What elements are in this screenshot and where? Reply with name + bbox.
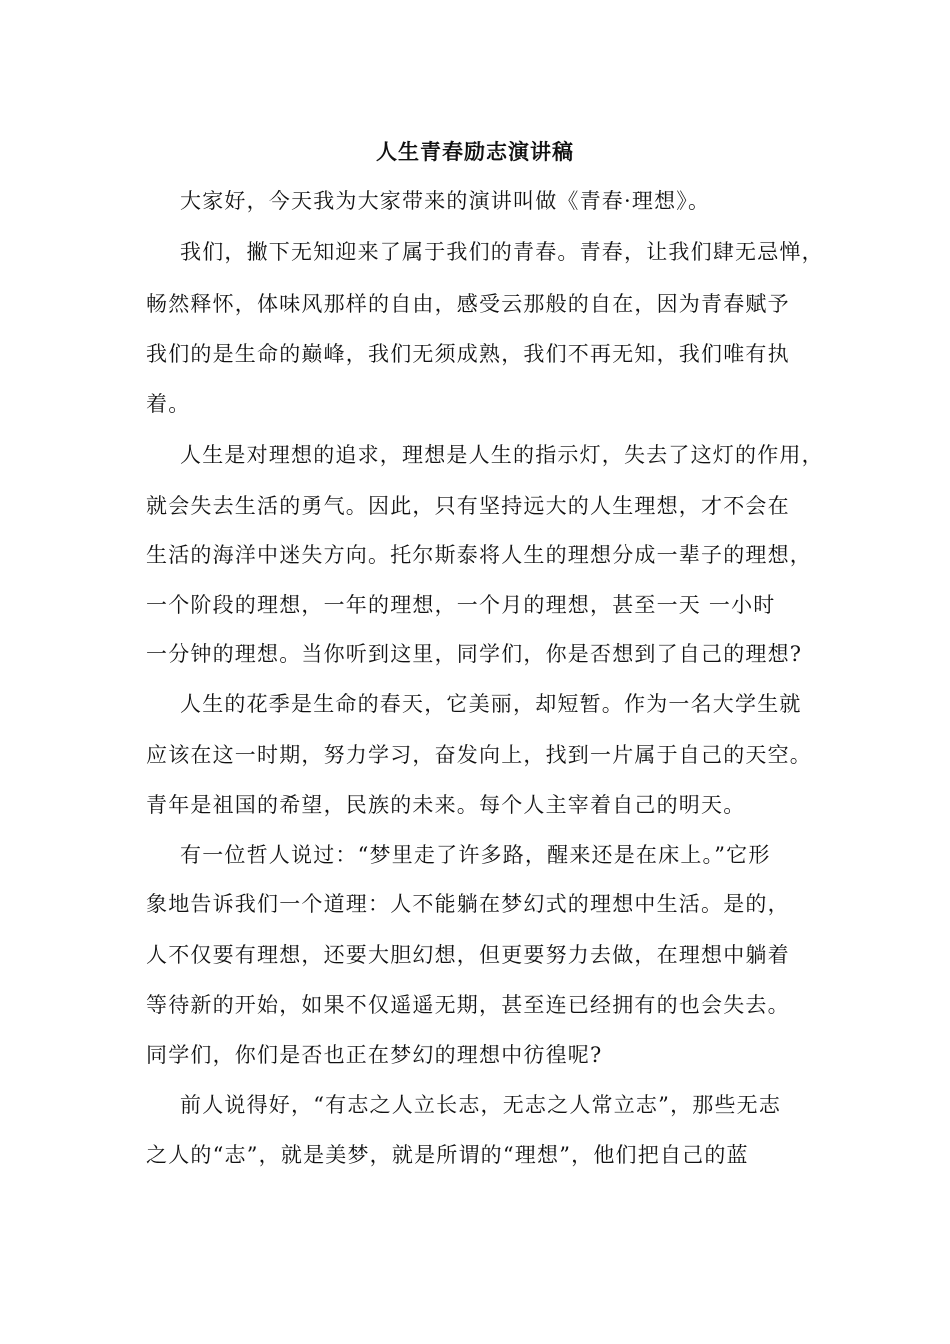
text-line: 有一位哲人说过：“梦里走了许多路，醒来还是在床上。”它形: [180, 843, 771, 867]
text-line: 一分钟的理想。当你听到这里，同学们，你是否想到了自己的理想?: [146, 642, 803, 666]
text-line: 前人说得好，“有志之人立长志，无志之人常立志”，那些无志: [180, 1093, 782, 1117]
text-line: 着。: [146, 392, 191, 416]
text-line: 畅然释怀，体味风那样的自由，感受云那般的自在，因为青春赋予: [146, 292, 790, 316]
text-line: 人不仅要有理想，还要大胆幻想，但更要努力去做，在理想中躺着: [146, 943, 790, 967]
text-line: 我们的是生命的巅峰，我们无须成熟，我们不再无知，我们唯有执: [146, 342, 790, 366]
text-line: 一个阶段的理想，一年的理想，一个月的理想，甚至一天 一小时: [146, 593, 776, 617]
text-line: 人生是对理想的追求，理想是人生的指示灯，失去了这灯的作用，: [180, 443, 824, 467]
text-line: 象地告诉我们一个道理：人不能躺在梦幻式的理想中生活。是的，: [146, 892, 790, 916]
text-line: 大家好，今天我为大家带来的演讲叫做《青春·理想》。: [180, 189, 711, 213]
text-line: 人生的花季是生命的春天，它美丽，却短暂。作为一名大学生就: [180, 692, 802, 716]
text-line: 同学们，你们是否也正在梦幻的理想中彷徨呢?: [146, 1043, 603, 1067]
text-line: 我们，撇下无知迎来了属于我们的青春。青春，让我们肆无忌惮，: [180, 240, 824, 264]
text-line: 青年是祖国的希望，民族的未来。每个人主宰着自己的明天。: [146, 793, 746, 817]
text-line: 就会失去生活的勇气。因此，只有坚持远大的人生理想，才不会在: [146, 494, 790, 518]
text-line: 生活的海洋中迷失方向。托尔斯泰将人生的理想分成一辈子的理想，: [146, 543, 812, 567]
document-title: 人生青春励志演讲稿: [376, 139, 574, 164]
text-line: 之人的“志”，就是美梦，就是所谓的“理想”，他们把自己的蓝: [146, 1143, 749, 1167]
text-line: 等待新的开始，如果不仅遥遥无期，甚至连已经拥有的也会失去。: [146, 993, 790, 1017]
text-line: 应该在这一时期，努力学习，奋发向上，找到一片属于自己的天空。: [146, 743, 812, 767]
